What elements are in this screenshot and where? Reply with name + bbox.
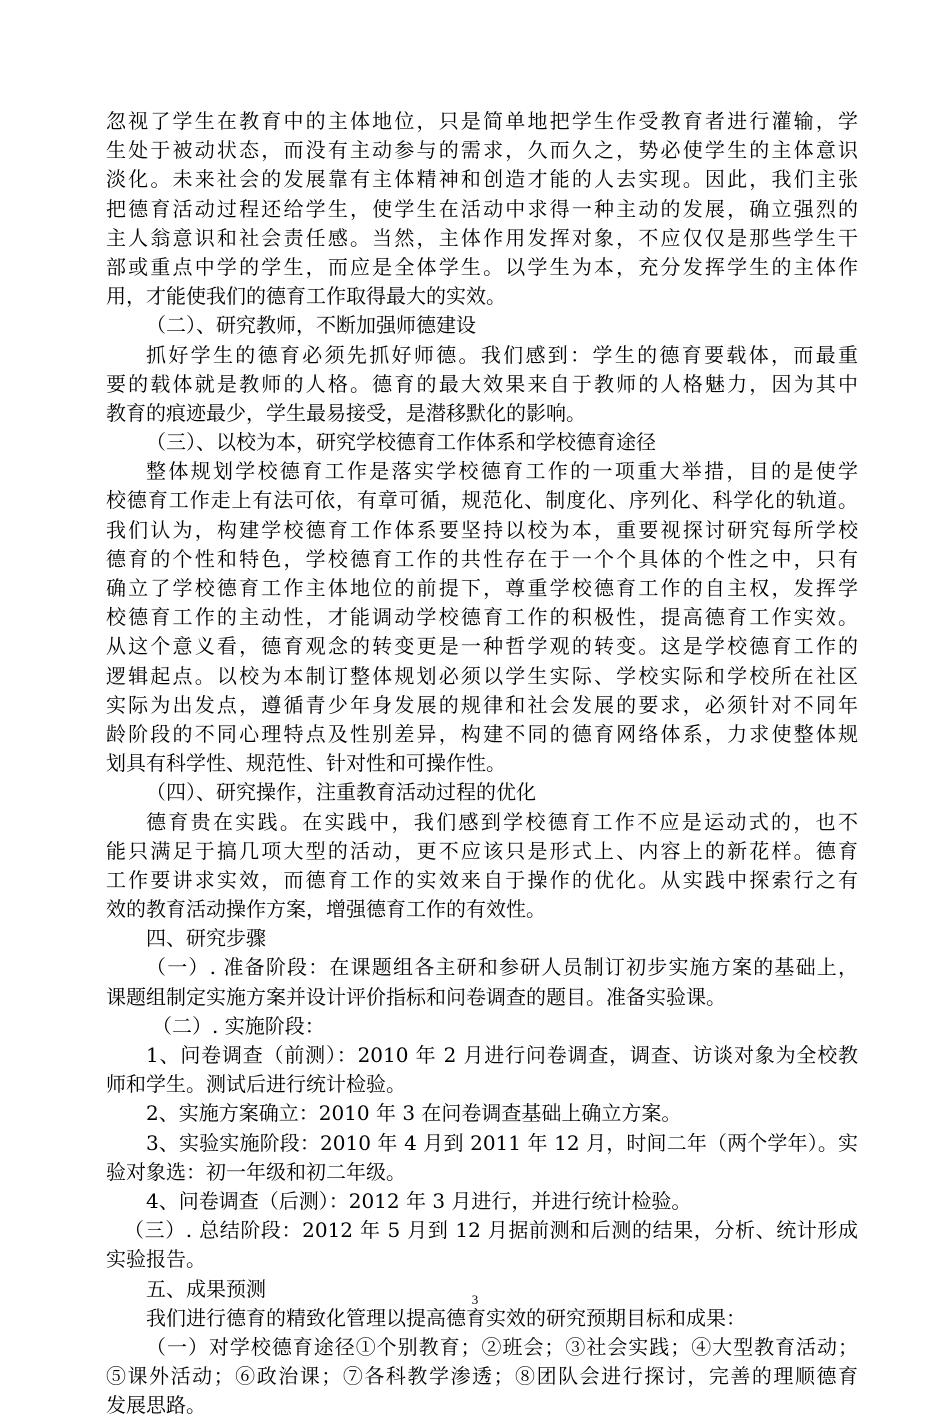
text-line: 德育贵在实践。在实践中，我们感到学校德育工作不应是运动式的，也不 bbox=[146, 809, 858, 834]
text-line: 龄阶段的不同心理特点及性别差异，构建不同的德育网络体系，力求使整体规 bbox=[106, 721, 858, 746]
text-line: 校德育工作走上有法可依，有章可循，规范化、制度化、序列化、科学化的轨道。 bbox=[106, 488, 858, 513]
text-line: 实际为出发点，遵循青少年身发展的规律和社会发展的要求，必须针对不同年 bbox=[106, 692, 858, 717]
text-line: 确立了学校德育工作主体地位的前提下，尊重学校德育工作的自主权，发挥学 bbox=[106, 576, 858, 600]
text-line: （一）对学校德育途径①个别教育；②班会；③社会实践；④大型教育活动； bbox=[146, 1334, 858, 1359]
text-line: 要的载体就是教师的人格。德育的最大效果来自于教师的人格魅力，因为其中 bbox=[106, 371, 858, 396]
text-line: 发展思路。 bbox=[106, 1393, 206, 1418]
text-line: （三）、以校为本，研究学校德育工作体系和学校德育途径 bbox=[146, 430, 656, 455]
text-line: 德育的个性和特色，学校德育工作的共性存在于一个个具体的个性之中，只有 bbox=[106, 546, 858, 571]
text-line: 四、研究步骤 bbox=[146, 926, 266, 951]
text-line: ⑤课外活动；⑥政治课；⑦各科教学渗透；⑧团队会进行探讨，完善的理顺德育 bbox=[106, 1364, 858, 1389]
text-line: 主人翁意识和社会责任感。当然，主体作用发挥对象，不应仅仅是那些学生干 bbox=[106, 225, 858, 250]
text-line: 五、成果预测 bbox=[146, 1276, 266, 1301]
text-line: 教育的痕迹最少，学生最易接受，是潜移默化的影响。 bbox=[106, 400, 586, 425]
text-line: 课题组制定实施方案并设计评价指标和问卷调查的题目。准备实验课。 bbox=[106, 984, 726, 1009]
text-line: 验对象选：初一年级和初二年级。 bbox=[106, 1159, 406, 1184]
text-line: 4、问卷调查（后测）：2012 年 3 月进行，并进行统计检验。 bbox=[146, 1188, 692, 1213]
text-line: 效的教育活动操作方案，增强德育工作的有效性。 bbox=[106, 897, 546, 922]
text-line: 2、实施方案确立：2010 年 3 在问卷调查基础上确立方案。 bbox=[146, 1101, 682, 1126]
text-line: 把德育活动过程还给学生，使学生在活动中求得一种主动的发展，确立强烈的 bbox=[106, 196, 858, 221]
text-line: 工作要讲求实效，而德育工作的实效来自于操作的优化。从实践中探索行之有 bbox=[106, 867, 858, 892]
text-line: 校德育工作的主动性，才能调动学校德育工作的积极性，提高德育工作实效。 bbox=[106, 605, 858, 630]
text-line: 从这个意义看，德育观念的转变更是一种哲学观的转变。这是学校德育工作的 bbox=[106, 634, 858, 659]
text-line: 整体规划学校德育工作是落实学校德育工作的一项重大举措，目的是使学 bbox=[146, 459, 858, 484]
text-line: 3、实验实施阶段：2010 年 4 月到 2011 年 12 月，时间二年（两个学年）。实 bbox=[146, 1130, 858, 1155]
text-line: 生处于被动状态，而没有主动参与的需求，久而久之，势必使学生的主体意识 bbox=[106, 138, 858, 163]
text-line: 用，才能使我们的德育工作取得最大的实效。 bbox=[106, 284, 506, 309]
text-line: （三）. 总结阶段：2012 年 5 月到 12 月据前测和后测的结果，分析、统计形成 bbox=[124, 1218, 858, 1243]
text-line: （二）. 实施阶段： bbox=[152, 1013, 325, 1038]
text-line: 逻辑起点。以校为本制订整体规划必须以学生实际、学校实际和学校所在社区 bbox=[106, 663, 858, 688]
page-number: 3 bbox=[471, 1292, 479, 1307]
document-body bbox=[106, 107, 858, 1420]
text-line: 抓好学生的德育必须先抓好师德。我们感到：学生的德育要载体，而最重 bbox=[146, 342, 858, 367]
text-line: （二）、研究教师，不断加强师德建设 bbox=[146, 313, 476, 338]
text-line: 划具有科学性、规范性、针对性和可操作性。 bbox=[106, 751, 506, 776]
text-line: 我们进行德育的精致化管理以提高德育实效的研究预期目标和成果： bbox=[146, 1305, 746, 1330]
text-line: 部或重点中学的学生，而应是全体学生。以学生为本，充分发挥学生的主体作 bbox=[106, 254, 858, 279]
text-line: 淡化。未来社会的发展靠有主体精神和创造才能的人去实现。因此，我们主张 bbox=[106, 167, 858, 192]
text-line: （四）、研究操作，注重教育活动过程的优化 bbox=[146, 780, 536, 805]
text-line: 实验报告。 bbox=[106, 1247, 206, 1272]
text-line: 师和学生。测试后进行统计检验。 bbox=[106, 1072, 406, 1097]
text-line: 1、问卷调查（前测）：2010 年 2 月进行问卷调查，调查、访谈对象为全校教 bbox=[146, 1043, 858, 1067]
text-line: 我们认为，构建学校德育工作体系要坚持以校为本，重要视探讨研究每所学校 bbox=[106, 517, 858, 542]
text-line: （一）. 准备阶段：在课题组各主研和参研人员制订初步实施方案的基础上， bbox=[146, 955, 858, 980]
text-line: 忽视了学生在教育中的主体地位，只是简单地把学生作受教育者进行灌输，学 bbox=[106, 109, 858, 133]
text-line: 能只满足于搞几项大型的活动，更不应该只是形式上、内容上的新花样。德育 bbox=[106, 838, 858, 863]
